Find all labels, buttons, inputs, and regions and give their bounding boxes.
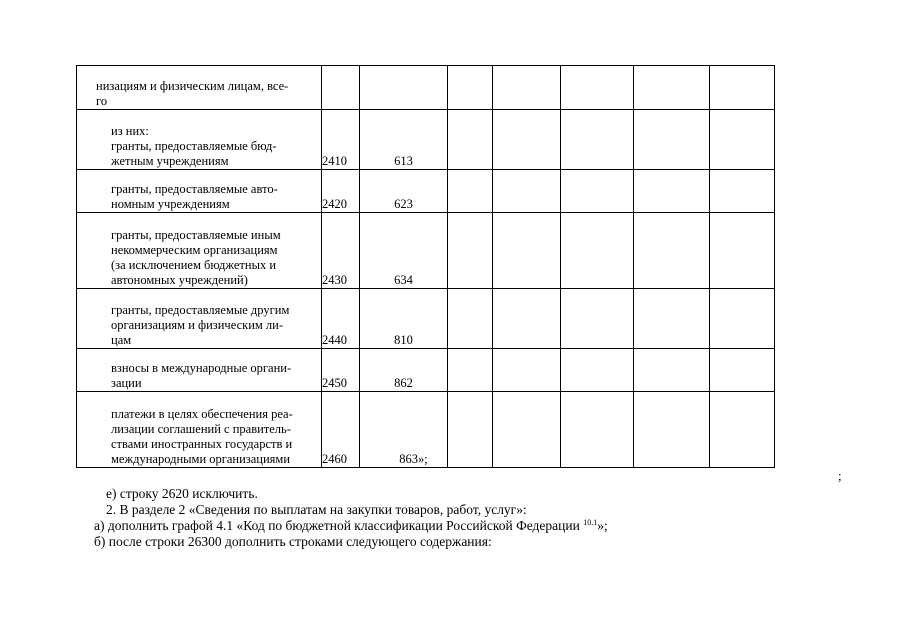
empty-cell (448, 349, 493, 392)
note-line-1: е) строку 2620 исключить. (106, 486, 258, 501)
empty-cell (634, 66, 710, 110)
table-row (77, 392, 775, 468)
empty-cell (710, 170, 775, 213)
empty-cell (493, 66, 561, 110)
row-kbk: 810 (360, 289, 448, 349)
empty-cell (448, 110, 493, 170)
table-row (77, 110, 775, 170)
empty-cell (634, 170, 710, 213)
empty-cell (448, 66, 493, 110)
empty-cell (710, 110, 775, 170)
trailing-semicolon: ; (838, 468, 842, 483)
row-code: 2420 (322, 170, 360, 213)
empty-cell (561, 170, 634, 213)
note-line-4: б) после строки 26300 дополнить строками следующего содержания: (94, 534, 492, 549)
table-row (77, 170, 775, 213)
footnote-ref: 10.1 (583, 518, 598, 527)
note-line-3 (94, 518, 866, 534)
payments-table (76, 65, 775, 468)
row-description: взносы в международные органи- зации (77, 349, 322, 392)
empty-cell (634, 392, 710, 468)
row-kbk: 862 (360, 349, 448, 392)
row-kbk (360, 392, 448, 468)
row-description: гранты, предоставляемые другим организациям и физическим ли- цам (77, 289, 322, 349)
row-description: гранты, предоставляемые иным некоммерческим организациям (за исключением бюджетных и автономных учреждений) (77, 213, 322, 289)
table-row (77, 349, 775, 392)
row-kbk: 613 (360, 110, 448, 170)
table-row (77, 213, 775, 289)
empty-cell (448, 392, 493, 468)
row-code: 2450 (322, 349, 360, 392)
empty-cell (493, 349, 561, 392)
row-code: 2460 (322, 392, 360, 468)
row-kbk: 634 (360, 213, 448, 289)
row-code: 2410 (322, 110, 360, 170)
row-description: гранты, предоставляемые авто- номным учреждениям (77, 170, 322, 213)
empty-cell (561, 213, 634, 289)
amendment-notes (94, 486, 866, 550)
note-line-3-text: а) дополнить графой 4.1 «Код по бюджетной классификации Российской Федерации (94, 518, 584, 533)
empty-cell (710, 213, 775, 289)
row-kbk: 623 (360, 170, 448, 213)
empty-cell (561, 289, 634, 349)
row-kbk (360, 66, 448, 110)
empty-cell (561, 110, 634, 170)
row-description: из них: гранты, предоставляемые бюд- жетным учреждениям (77, 110, 322, 170)
empty-cell (710, 66, 775, 110)
empty-cell (710, 349, 775, 392)
empty-cell (561, 349, 634, 392)
row-kbk-value: 863»; (399, 452, 428, 466)
row-code: 2440 (322, 289, 360, 349)
row-code: 2430 (322, 213, 360, 289)
empty-cell (634, 213, 710, 289)
note-line-2: 2. В разделе 2 «Сведения по выплатам на закупки товаров, работ, услуг»: (106, 502, 527, 517)
empty-cell (561, 392, 634, 468)
empty-cell (634, 289, 710, 349)
table-row (77, 66, 775, 110)
table-row (77, 289, 775, 349)
empty-cell (634, 349, 710, 392)
row-description: платежи в целях обеспечения реа- лизации соглашений с правитель- ствами иностранных государств и международными организациями (77, 392, 322, 468)
empty-cell (493, 289, 561, 349)
empty-cell (493, 110, 561, 170)
empty-cell (493, 392, 561, 468)
empty-cell (448, 170, 493, 213)
note-line-3-end: »; (597, 518, 608, 533)
empty-cell (493, 213, 561, 289)
empty-cell (710, 289, 775, 349)
empty-cell (448, 289, 493, 349)
row-description: низациям и физическим лицам, все- го (77, 66, 322, 110)
row-code (322, 66, 360, 110)
empty-cell (448, 213, 493, 289)
empty-cell (710, 392, 775, 468)
empty-cell (561, 66, 634, 110)
empty-cell (493, 170, 561, 213)
empty-cell (634, 110, 710, 170)
